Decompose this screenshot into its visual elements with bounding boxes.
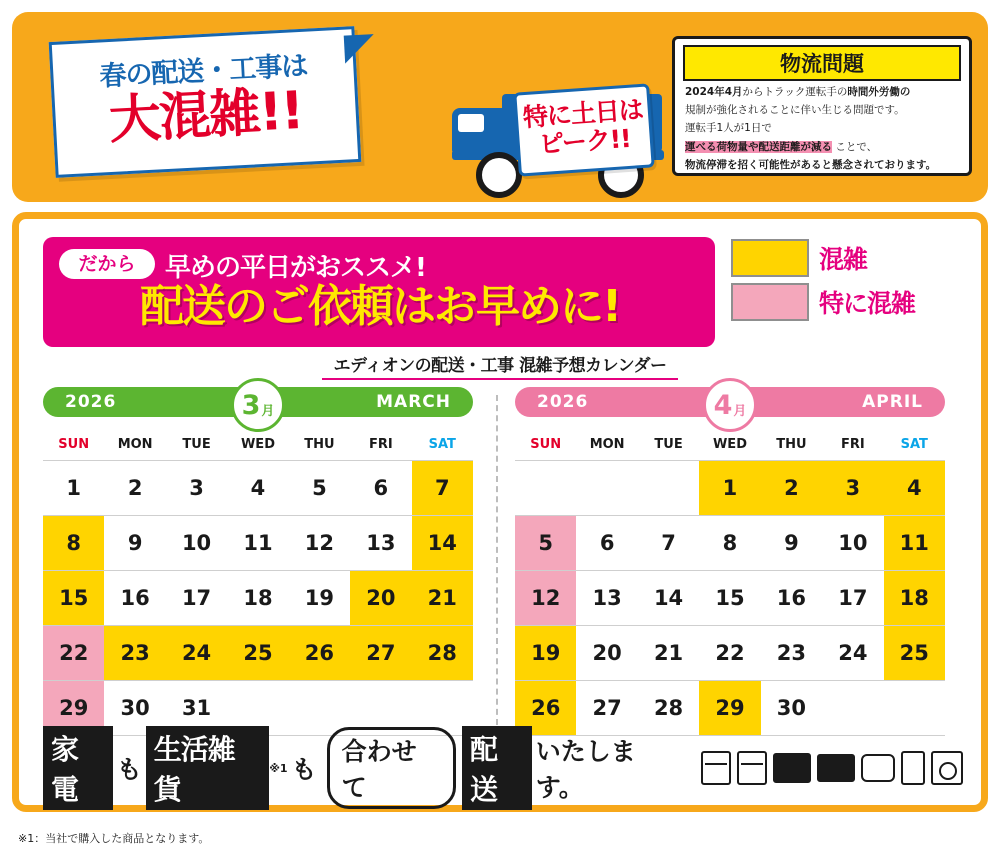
calendar-day-cell[interactable]: 2: [104, 461, 165, 516]
calendar-week-row: [43, 626, 473, 681]
washing-machine-icon: [931, 751, 963, 785]
calendar-day-cell[interactable]: 15: [699, 571, 760, 626]
calendar-day-cell[interactable]: 16: [761, 571, 822, 626]
weekday-tue: TUE: [166, 431, 227, 461]
calendar-subtitle-text: エディオンの配送・工事 混雑予想カレンダー: [322, 351, 679, 380]
calendar-day-cell[interactable]: 11: [884, 516, 945, 571]
calendar-april-month-en: APRIL: [862, 392, 923, 412]
calendar-day-cell[interactable]: 29: [43, 681, 104, 736]
calendar-april-body: [515, 461, 945, 736]
calendar-day-cell[interactable]: 6: [350, 461, 411, 516]
calendar-day-cell[interactable]: 20: [576, 626, 637, 681]
calendar-subtitle: [19, 351, 981, 380]
label-mo-1: も: [116, 755, 142, 784]
calendar-day-cell[interactable]: 24: [166, 626, 227, 681]
calendar-day-cell[interactable]: 10: [166, 516, 227, 571]
logistics-p1-c: 時間外労働の: [847, 86, 911, 98]
logistics-p2: 規制が強化されることに伴い生じる問題です。: [685, 104, 905, 117]
calendar-day-cell[interactable]: 26: [515, 681, 576, 736]
calendar-march-month-circle: [231, 378, 285, 432]
label-itashimasu: いたします。: [535, 737, 636, 802]
logistics-p4-tail: ことで、: [832, 140, 878, 153]
calendar-day-cell[interactable]: 22: [43, 626, 104, 681]
logistics-title: 物流問題: [683, 45, 961, 81]
calendar-day-cell[interactable]: 15: [43, 571, 104, 626]
calendar-day-cell[interactable]: 12: [289, 516, 350, 571]
tv-icon: [773, 753, 811, 783]
calendar-day-cell[interactable]: 8: [699, 516, 760, 571]
speech-tail: [344, 34, 375, 64]
vacuum-icon: [901, 751, 925, 785]
headline-sub: 早めの平日がおススメ!: [165, 253, 426, 283]
weekday-thu: THU: [761, 431, 822, 461]
calendar-day-cell[interactable]: 17: [822, 571, 883, 626]
weekend-peak-badge: [513, 83, 655, 176]
calendar-day-cell[interactable]: 5: [515, 516, 576, 571]
calendar-week-row: [515, 461, 945, 516]
calendar-april-year: 2026: [537, 392, 589, 412]
congestion-speech-bubble: [49, 26, 362, 178]
calendar-day-cell[interactable]: 13: [350, 516, 411, 571]
headline-main: 配送のご依頼はお早めに!: [139, 281, 621, 332]
calendar-day-cell[interactable]: 2: [761, 461, 822, 516]
weekday-fri: FRI: [822, 431, 883, 461]
calendar-april-table: [515, 431, 945, 736]
logistics-p4: [685, 140, 959, 155]
calendar-day-cell[interactable]: 6: [576, 516, 637, 571]
calendar-day-cell[interactable]: 29: [699, 681, 760, 736]
weekday-sun: SUN: [515, 431, 576, 461]
calendar-day-cell[interactable]: 16: [104, 571, 165, 626]
calendar-week-row: [43, 516, 473, 571]
calendar-empty-cell: [884, 681, 945, 736]
calendar-april-month-circle: [703, 378, 757, 432]
calendar-day-cell[interactable]: 3: [166, 461, 227, 516]
calendar-day-cell[interactable]: 4: [227, 461, 288, 516]
speech-line-2: 大混雑!!: [107, 80, 304, 152]
speech-line-1: 春の配送・工事は: [98, 50, 309, 93]
calendar-day-cell[interactable]: 25: [884, 626, 945, 681]
calendars-wrapper: [19, 387, 981, 767]
calendar-day-cell[interactable]: 14: [638, 571, 699, 626]
calendar-day-cell[interactable]: 9: [761, 516, 822, 571]
legend-item-busy: [731, 239, 959, 277]
weekday-mon: MON: [576, 431, 637, 461]
calendar-march: [43, 387, 473, 736]
calendar-day-cell[interactable]: 9: [104, 516, 165, 571]
calendar-march-weekday-row: [43, 431, 473, 461]
calendar-empty-cell: [822, 681, 883, 736]
logistics-p4-highlight: 運べる荷物量や配送距離が減る: [685, 140, 832, 153]
refrigerator-icon: [701, 751, 731, 785]
top-banner: [12, 12, 988, 202]
label-zakka: 生活雑貨: [146, 726, 269, 810]
calendar-day-cell[interactable]: 19: [289, 571, 350, 626]
calendar-day-cell[interactable]: 30: [104, 681, 165, 736]
calendar-day-cell[interactable]: 25: [227, 626, 288, 681]
calendar-day-cell[interactable]: 26: [289, 626, 350, 681]
calendar-day-cell[interactable]: 17: [166, 571, 227, 626]
footnote: ※1：当社で購入した商品となります。: [18, 832, 210, 845]
calendar-day-cell[interactable]: 11: [227, 516, 288, 571]
calendar-march-body: [43, 461, 473, 736]
legend-label-very-busy: 特に混雑: [819, 289, 916, 318]
weekday-thu: THU: [289, 431, 350, 461]
peak-line-2: ピーク!!: [537, 123, 632, 159]
calendar-divider: [496, 395, 498, 725]
calendar-day-cell[interactable]: 22: [699, 626, 760, 681]
weekday-tue: TUE: [638, 431, 699, 461]
calendar-empty-cell: [576, 461, 637, 516]
calendar-april: [515, 387, 945, 736]
label-awasete: 合わせて: [327, 727, 456, 809]
weekday-sat: SAT: [884, 431, 945, 461]
logistics-p1: [685, 85, 959, 100]
dakara-badge: だから: [59, 249, 155, 279]
weekday-fri: FRI: [350, 431, 411, 461]
calendar-day-cell[interactable]: 27: [576, 681, 637, 736]
calendar-day-cell[interactable]: 13: [576, 571, 637, 626]
calendar-empty-cell: [515, 461, 576, 516]
legend-label-busy: 混雑: [819, 245, 868, 274]
label-haiso: 配送: [462, 726, 532, 810]
weekday-wed: WED: [699, 431, 760, 461]
calendar-day-cell[interactable]: 27: [350, 626, 411, 681]
calendar-day-cell[interactable]: 28: [412, 626, 473, 681]
weekday-sun: SUN: [43, 431, 104, 461]
bottom-strip: [43, 733, 963, 806]
calendar-day-cell[interactable]: 1: [699, 461, 760, 516]
logistics-p1-a: 2024年4月: [685, 86, 743, 98]
calendar-week-row: [43, 461, 473, 516]
calendar-week-row: [515, 626, 945, 681]
calendar-day-cell[interactable]: 28: [638, 681, 699, 736]
calendar-day-cell[interactable]: 3: [822, 461, 883, 516]
calendar-day-cell[interactable]: 23: [761, 626, 822, 681]
calendar-march-month-number: 3: [241, 389, 261, 421]
calendar-day-cell[interactable]: 4: [884, 461, 945, 516]
logistics-body: [675, 85, 969, 173]
label-kaden: 家電: [43, 726, 113, 810]
calendar-day-cell[interactable]: 8: [43, 516, 104, 571]
calendar-day-cell[interactable]: 30: [761, 681, 822, 736]
legend-swatch-yellow: [731, 239, 809, 277]
calendar-card: [12, 212, 988, 812]
calendar-day-cell[interactable]: 18: [884, 571, 945, 626]
calendar-day-cell[interactable]: 1: [43, 461, 104, 516]
calendar-week-row: [515, 516, 945, 571]
calendar-day-cell[interactable]: 19: [515, 626, 576, 681]
legend-item-very-busy: [731, 283, 959, 321]
calendar-day-cell[interactable]: 21: [638, 626, 699, 681]
microwave-icon: [817, 754, 855, 782]
truck-wheel-front: [476, 152, 522, 198]
calendar-day-cell[interactable]: 20: [350, 571, 411, 626]
calendar-april-month-number: 4: [713, 389, 733, 421]
calendar-week-row: [43, 571, 473, 626]
logistics-p1-b: からトラック運転手の: [742, 86, 848, 98]
truck-cab: [452, 108, 514, 152]
logistics-problem-box: [672, 36, 972, 176]
calendar-april-weekday-row: [515, 431, 945, 461]
appliance-icons: [701, 751, 963, 785]
rice-cooker-icon: [861, 754, 895, 782]
calendar-march-year: 2026: [65, 392, 117, 412]
calendar-day-cell[interactable]: 21: [412, 571, 473, 626]
calendar-week-row: [515, 681, 945, 736]
calendar-april-month-suffix: 月: [733, 403, 747, 419]
weekday-sat: SAT: [412, 431, 473, 461]
calendar-day-cell[interactable]: 12: [515, 571, 576, 626]
calendar-day-cell[interactable]: 7: [638, 516, 699, 571]
calendar-week-row: [515, 571, 945, 626]
calendar-march-month-en: MARCH: [376, 392, 451, 412]
weekday-wed: WED: [227, 431, 288, 461]
peak-line-1: 特に土日は: [521, 94, 644, 133]
calendar-day-cell[interactable]: 10: [822, 516, 883, 571]
calendar-empty-cell: [638, 461, 699, 516]
label-footnote-marker: ※1: [269, 761, 288, 775]
calendar-day-cell[interactable]: 7: [412, 461, 473, 516]
calendar-day-cell[interactable]: 24: [822, 626, 883, 681]
legend-swatch-pink: [731, 283, 809, 321]
calendar-march-month-suffix: 月: [261, 403, 275, 419]
label-mo-2: も: [291, 755, 317, 784]
calendar-april-header: [515, 387, 945, 421]
weekday-mon: MON: [104, 431, 165, 461]
logistics-p3: 運転手1人が1日で: [685, 122, 772, 135]
headline-band: [43, 237, 715, 347]
calendar-day-cell[interactable]: 18: [227, 571, 288, 626]
calendar-day-cell[interactable]: 31: [166, 681, 227, 736]
fridge-icon: [737, 751, 767, 785]
calendar-day-cell[interactable]: 14: [412, 516, 473, 571]
calendar-march-header: [43, 387, 473, 421]
calendar-day-cell[interactable]: 5: [289, 461, 350, 516]
calendar-march-table: [43, 431, 473, 736]
logistics-p5: 物流停滞を招く可能性があると懸念されております。: [685, 158, 937, 171]
calendar-day-cell[interactable]: 23: [104, 626, 165, 681]
legend: [731, 239, 959, 327]
